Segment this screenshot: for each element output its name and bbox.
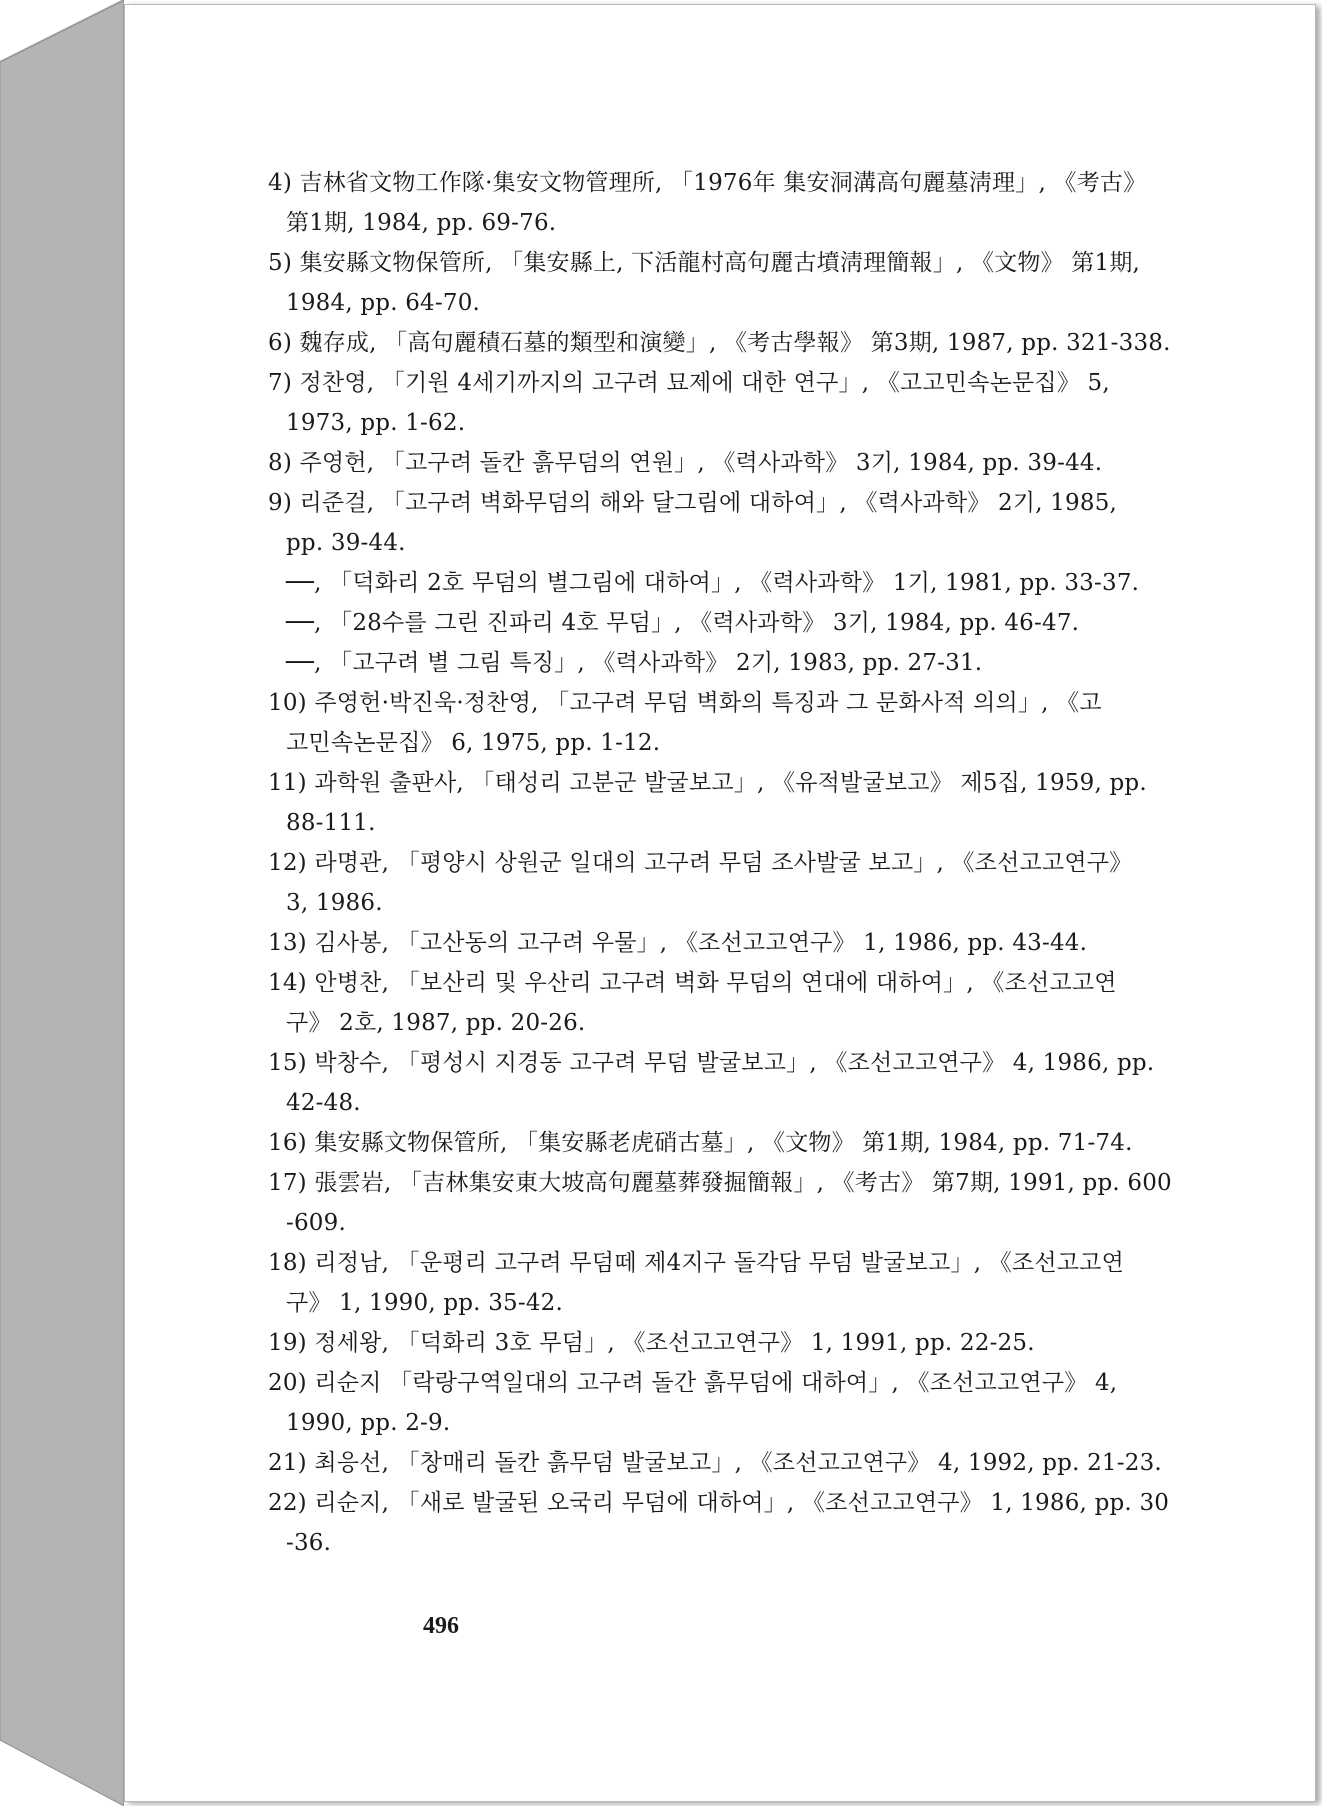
footnote-line-continued: pp. 39-44.: [286, 530, 406, 556]
footnote-line-continued: -36.: [286, 1530, 332, 1556]
footnote-19: [268, 1323, 1313, 1363]
footnote-line: 13) 김사봉, 「고산동의 고구려 우물」, 《조선고고연구》 1, 1986, pp. 43-44.: [268, 930, 1088, 956]
footnote-line: 11) 과학원 출판사, 「태성리 고분군 발굴보고」, 《유적발굴보고》 제5집, 1959, pp.: [268, 770, 1147, 796]
footnote-line: 16) 集安縣文物保管所, 「集安縣老虎硝古墓」, 《文物》 第1期, 1984, pp. 71-74.: [268, 1130, 1133, 1156]
footnote-line: 10) 주영헌·박진욱·정찬영, 「고구려 무덤 벽화의 특징과 그 문화사적 의의」, 《고: [268, 690, 1102, 716]
footnote-6: [268, 323, 1313, 363]
footnote-line: 20) 리순지 「락랑구역일대의 고구려 돌간 흙무덤에 대하여」, 《조선고고연구》 4,: [268, 1370, 1118, 1396]
footnote-line-continued: 고민속논문집》 6, 1975, pp. 1-12.: [286, 730, 661, 756]
footnote-line: 12) 라명관, 「평양시 상원군 일대의 고구려 무덤 조사발굴 보고」, 《조선고고연구》: [268, 850, 1133, 876]
footnote-line-continued: 1990, pp. 2-9.: [286, 1410, 451, 1436]
footnote-line-continued: 3, 1986.: [286, 890, 383, 916]
footnote-9-ditto-2: [268, 603, 1313, 643]
footnote-line: 15) 박창수, 「평성시 지경동 고구려 무덤 발굴보고」, 《조선고고연구》 4, 1986, pp.: [268, 1050, 1155, 1076]
footnote-16: [268, 1123, 1313, 1163]
footnote-line: 14) 안병찬, 「보산리 및 우산리 고구려 벽화 무덤의 연대에 대하여」, 《조선고고연: [268, 970, 1117, 996]
footnote-line: 9) 리준걸, 「고구려 벽화무덤의 해와 달그림에 대하여」, 《력사과학》 2기, 1985,: [268, 490, 1118, 516]
footnote-line: ──, 「고구려 별 그림 특징」, 《력사과학》 2기, 1983, pp. 27-31.: [286, 650, 983, 676]
footnote-line-continued: 1973, pp. 1-62.: [286, 410, 466, 436]
footnote-line: 22) 리순지, 「새로 발굴된 오국리 무덤에 대하여」, 《조선고고연구》 1, 1986, pp. 30: [268, 1490, 1170, 1516]
footnote-9: [268, 483, 1313, 563]
footnote-line: 17) 張雲岩, 「吉林集安東大坡高句麗墓葬發掘簡報」, 《考古》 第7期, 1991, pp. 600: [268, 1170, 1172, 1196]
footnote-13: [268, 923, 1313, 963]
document-page: [124, 4, 1316, 1802]
page-number: 496: [423, 1613, 459, 1639]
footnote-line-continued: 42-48.: [286, 1090, 361, 1116]
footnote-line: 8) 주영헌, 「고구려 돌칸 흙무덤의 연원」, 《력사과학》 3기, 1984, pp. 39-44.: [268, 450, 1103, 476]
footnote-line: 5) 集安縣文物保管所, 「集安縣上, 下活龍村高句麗古墳淸理簡報」, 《文物》 第1期,: [268, 250, 1141, 276]
footnote-15: [268, 1043, 1313, 1123]
footnote-line: 4) 吉林省文物工作隊·集安文物管理所, 「1976年 集安洞溝高句麗墓淸理」, 《考古》: [268, 170, 1147, 196]
footnote-line: 19) 정세왕, 「덕화리 3호 무덤」, 《조선고고연구》 1, 1991, pp. 22-25.: [268, 1330, 1035, 1356]
footnote-14: [268, 963, 1313, 1043]
footnote-line-continued: 第1期, 1984, pp. 69-76.: [286, 210, 557, 236]
book-spine: [0, 0, 124, 1806]
footnote-18: [268, 1243, 1313, 1323]
footnote-line-continued: 구》 2호, 1987, pp. 20-26.: [286, 1010, 586, 1036]
footnote-4: [268, 163, 1313, 243]
footnote-7: [268, 363, 1313, 443]
footnote-line-continued: 1984, pp. 64-70.: [286, 290, 481, 316]
footnote-9-ditto-3: [268, 643, 1313, 683]
footnote-line-continued: 구》 1, 1990, pp. 35-42.: [286, 1290, 564, 1316]
footnote-11: [268, 763, 1313, 843]
footnote-10: [268, 683, 1313, 763]
footnote-line: ──, 「덕화리 2호 무덤의 별그림에 대하여」, 《력사과학》 1기, 1981, pp. 33-37.: [286, 570, 1140, 596]
footnote-list: [268, 163, 1313, 1563]
footnote-20: [268, 1363, 1313, 1443]
footnote-line: 6) 魏存成, 「高句麗積石墓的類型和演變」, 《考古學報》 第3期, 1987, pp. 321-338.: [268, 330, 1171, 356]
footnote-line: ──, 「28수를 그린 진파리 4호 무덤」, 《력사과학》 3기, 1984, pp. 46-47.: [286, 610, 1080, 636]
footnote-21: [268, 1443, 1313, 1483]
footnote-5: [268, 243, 1313, 323]
footnote-line-continued: -609.: [286, 1210, 346, 1236]
footnote-line: 7) 정찬영, 「기원 4세기까지의 고구려 묘제에 대한 연구」, 《고고민속논문집》 5,: [268, 370, 1110, 396]
footnote-12: [268, 843, 1313, 923]
footnote-line: 21) 최응선, 「창매리 돌칸 흙무덤 발굴보고」, 《조선고고연구》 4, 1992, pp. 21-23.: [268, 1450, 1162, 1476]
footnote-8: [268, 443, 1313, 483]
footnote-17: [268, 1163, 1313, 1243]
footnote-9-ditto-1: [268, 563, 1313, 603]
footnote-line: 18) 리정남, 「운평리 고구려 무덤떼 제4지구 돌각담 무덤 발굴보고」, 《조선고고연: [268, 1250, 1125, 1276]
footnote-line-continued: 88-111.: [286, 810, 376, 836]
footnote-22: [268, 1483, 1313, 1563]
